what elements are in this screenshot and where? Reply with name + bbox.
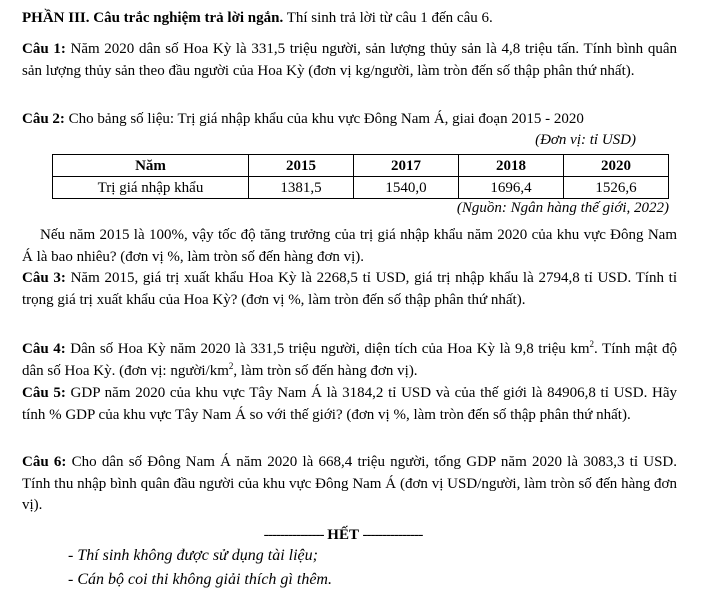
table-header-cell: 2017: [354, 155, 459, 177]
question-4-sup-b: 2: [228, 360, 234, 371]
question-4-label: Câu 4:: [22, 341, 66, 357]
table-data-row: [53, 177, 669, 199]
end-dash-left: ---------------: [263, 527, 324, 543]
table-header-cell: 2020: [564, 155, 669, 177]
question-5: [22, 383, 677, 426]
part-heading: [22, 8, 677, 30]
table-cell: 1696,4: [459, 177, 564, 199]
footer-note-2: - Cán bộ coi thi không giải thích gì thêm.: [68, 571, 332, 588]
table-unit: (Đơn vị: tỉ USD): [535, 132, 636, 148]
question-4: [22, 339, 677, 382]
table-cell: 1381,5: [249, 177, 354, 199]
table-row-label: Trị giá nhập khẩu: [53, 177, 249, 199]
question-4-text-b: . Tính mật độ dân số Hoa Kỳ. (đơn vị: người/km: [22, 341, 677, 379]
end-marker: [228, 527, 458, 544]
table-source: (Nguồn: Ngân hàng thế giới, 2022): [456, 200, 669, 216]
footer-note-1: - Thí sinh không được sử dụng tài liệu;: [68, 547, 318, 564]
question-6-text: Cho dân số Đông Nam Á năm 2020 là 668,4 triệu người, tổng GDP năm 2020 là 3083,3 tỉ USD. Tính thu nhập bình quân đầu người của khu vực Đông Nam Á (đơn vị USD/người, làm tròn số đến hàng đơn vị).: [22, 454, 677, 513]
question-6: [22, 452, 677, 517]
question-1: [22, 39, 677, 82]
table-header-cell: Năm: [53, 155, 249, 177]
table-header-cell: 2018: [459, 155, 564, 177]
question-2-prompt: Nếu năm 2015 là 100%, vậy tốc độ tăng trưởng của trị giá nhập khẩu năm 2020 của khu vực Đông Nam Á là bao nhiêu? (đơn vị %, làm tròn số đến hàng đơn vị).: [22, 227, 677, 265]
question-5-label: Câu 5:: [22, 385, 66, 401]
question-2: [22, 109, 677, 131]
part-label: PHẦN III. Câu trắc nghiệm trả lời ngắn.: [22, 10, 284, 26]
question-2-text: Cho bảng số liệu: Trị giá nhập khẩu của khu vực Đông Nam Á, giai đoạn 2015 - 2020: [64, 111, 584, 127]
question-4-text-a: Dân số Hoa Kỳ năm 2020 là 331,5 triệu người, diện tích của Hoa Kỳ là 9,8 triệu km: [65, 341, 590, 357]
table-cell: 1526,6: [564, 177, 669, 199]
table-cell: 1540,0: [354, 177, 459, 199]
end-label: HẾT: [323, 527, 363, 543]
table-header-row: [53, 155, 669, 177]
question-3: [22, 268, 677, 311]
question-2-label: Câu 2:: [22, 111, 65, 127]
question-3-text: Năm 2015, giá trị xuất khẩu Hoa Kỳ là 2268,5 tỉ USD, giá trị nhập khẩu là 2794,8 tỉ USD. Tính tỉ trọng giá trị xuất khẩu của Hoa Kỳ? (đơn vị %, làm tròn đến số thập phân thứ nhất).: [22, 270, 678, 308]
end-dash-right: ---------------: [362, 527, 423, 543]
question-5-text: GDP năm 2020 của khu vực Tây Nam Á là 3184,2 tỉ USD và của thế giới là 84906,8 tỉ USD. Hãy tính % GDP của khu vực Tây Nam Á so với thế giới? (đơn vị %, làm tròn đến số thập phân thứ nhất).: [22, 385, 677, 423]
question-4-sup-a: 2: [589, 339, 595, 349]
table-header-cell: 2015: [249, 155, 354, 177]
question-1-text: Năm 2020 dân số Hoa Kỳ là 331,5 triệu người, sản lượng thủy sản là 4,8 triệu tấn. Tính bình quân sản lượng thủy sản theo đầu người của Hoa Kỳ (đơn vị kg/người, làm tròn đến số thập phân thứ nhất).: [22, 41, 677, 79]
question-6-label: Câu 6:: [22, 454, 67, 470]
import-value-table: [52, 154, 669, 199]
question-4-text-c: , làm tròn số đến hàng đơn vị).: [233, 362, 418, 379]
question-1-label: Câu 1:: [22, 41, 66, 57]
question-3-label: Câu 3:: [22, 270, 66, 286]
part-description: Thí sinh trả lời từ câu 1 đến câu 6.: [283, 10, 493, 26]
